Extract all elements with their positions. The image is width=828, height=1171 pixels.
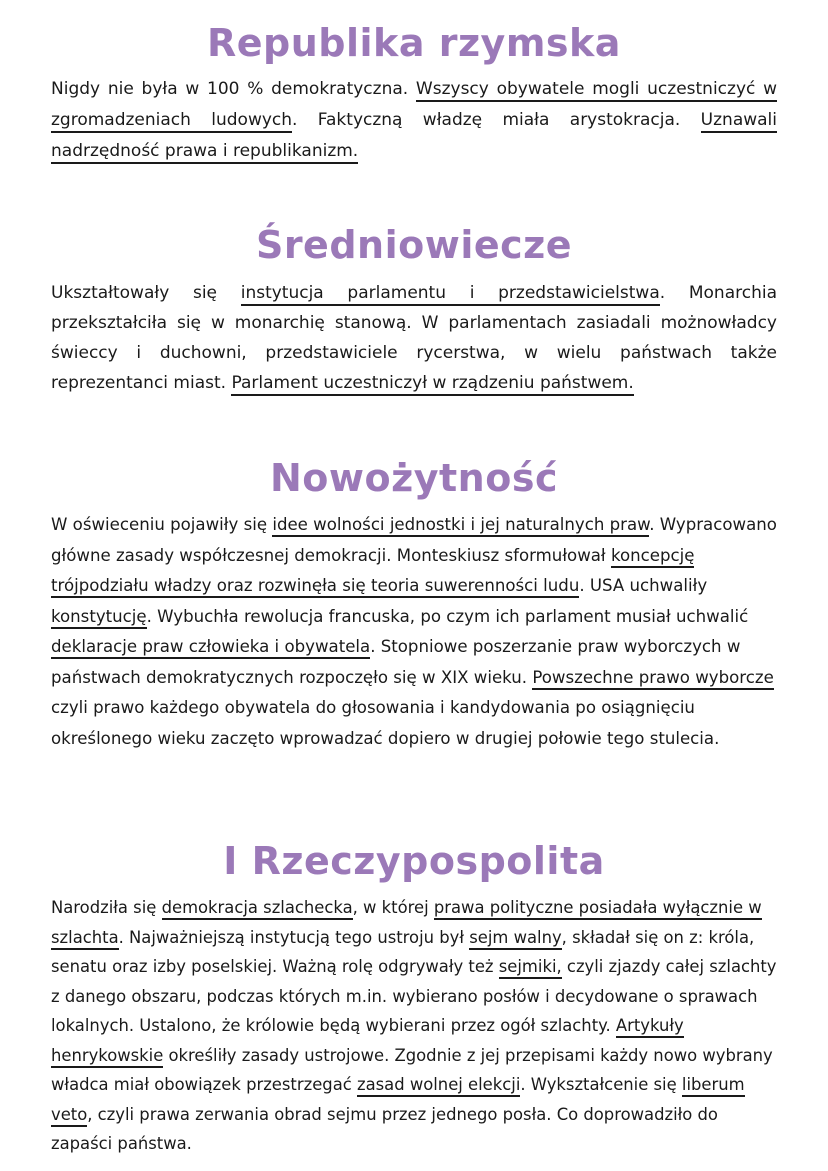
text-segment: , składał się on z: króla, senatu oraz izby poselskiej. Ważną rolę odgrywały też <box>51 927 755 976</box>
section-text-sredniowiecze <box>51 278 777 398</box>
text-segment: Narodziła się <box>51 898 162 917</box>
text-segment: . Faktyczną władzę miała arystokracja. <box>292 110 701 130</box>
text-segment: . Wypracowano główne zasady współczesnej demokracji. Monteskiusz sformułował <box>51 515 777 565</box>
section-title-nowozytnosc: Nowożytność <box>270 456 558 500</box>
text-segment: czyli zjazdy całej szlachty z danego obszaru, podczas których m.in. wybierano posłów i decydowane o sprawach lokalnych. Ustalono, że królowie będą wybierani przez ogół szlachty. <box>51 957 777 1035</box>
section-title-sredniowiecze: Średniowiecze <box>255 223 573 267</box>
underlined-key-phrase: Parlament uczestniczył w rządzeniu państwem. <box>231 373 633 396</box>
underlined-key-phrase: zasad wolnej elekcji <box>357 1075 520 1097</box>
underlined-key-phrase: sejm walny <box>469 928 561 950</box>
text-segment: czyli prawo każdego obywatela do głosowania i kandydowania po osiągnięciu określonego wieku zaczęto wprowadzać dopiero w drugiej połowie tego stulecia. <box>51 698 720 748</box>
underlined-key-phrase: idee wolności jednostki i jej naturalnych praw <box>272 515 649 537</box>
text-segment: , w której <box>352 898 434 917</box>
underlined-key-phrase: instytucja parlamentu i przedstawicielstwa <box>241 283 660 306</box>
underlined-key-phrase: liberum veto <box>51 1075 745 1127</box>
text-segment: . Wykształcenie się <box>520 1075 682 1094</box>
text-segment: . Wybuchła rewolucja francuska, po czym ich parlament musiał uchwalić <box>146 606 749 626</box>
text-segment: Nigdy nie była w 100 % demokratyczna. <box>51 79 416 99</box>
section-text-republika-rzymska <box>51 74 777 167</box>
text-segment: . Monarchia przekształciła się w monarchię stanową. W parlamentach zasiadali możnowładcy świeccy i duchowni, przedstawiciele rycerstwa, w wielu państwach także reprezentanci miast. <box>51 283 777 393</box>
underlined-key-phrase: deklaracje praw człowieka i obywatela <box>51 637 370 659</box>
section-text-i-rzeczypospolita <box>51 893 777 1159</box>
text-segment: . Stopniowe poszerzanie praw wyborczych w państwach demokratycznych rozpoczęło się w XIX wieku. <box>51 637 741 687</box>
text-segment: W oświeceniu pojawiły się <box>51 515 273 534</box>
text-segment: , czyli prawa zerwania obrad sejmu przez jednego posła. Co doprowadziło do zapaści państwa. <box>51 1104 718 1153</box>
underlined-key-phrase: Powszechne prawo wyborcze <box>532 668 773 690</box>
underlined-key-phrase: demokracja szlachecka <box>162 898 353 920</box>
text-segment: Ukształtowały się <box>51 283 241 303</box>
underlined-key-phrase: koncepcję trójpodziału władzy oraz rozwinęła się teoria suwerenności ludu <box>51 546 694 599</box>
underlined-key-phrase: Wszyscy obywatele mogli uczestniczyć w zgromadzeniach ludowych <box>51 79 777 133</box>
text-segment: . USA uchwaliły <box>579 576 708 595</box>
underlined-key-phrase: Artykuły henrykowskie <box>51 1016 684 1068</box>
section-title-i-rzeczypospolita: I Rzeczypospolita <box>223 839 605 883</box>
text-segment: . Najważniejszą instytucją tego ustroju był <box>118 927 470 947</box>
section-text-nowozytnosc <box>51 510 777 754</box>
text-segment: określiły zasady ustrojowe. Zgodnie z jej przepisami każdy nowo wybrany władca miał obowiązek przestrzegać <box>51 1045 773 1094</box>
underlined-key-phrase: prawa polityczne posiadała wyłącznie w szlachta <box>51 898 762 950</box>
section-title-republika-rzymska: Republika rzymska <box>207 21 621 65</box>
underlined-key-phrase: konstytucję <box>51 607 147 629</box>
underlined-key-phrase: sejmiki, <box>499 957 562 979</box>
underlined-key-phrase: Uznawali nadrzędność prawa i republikanizm. <box>51 110 777 164</box>
